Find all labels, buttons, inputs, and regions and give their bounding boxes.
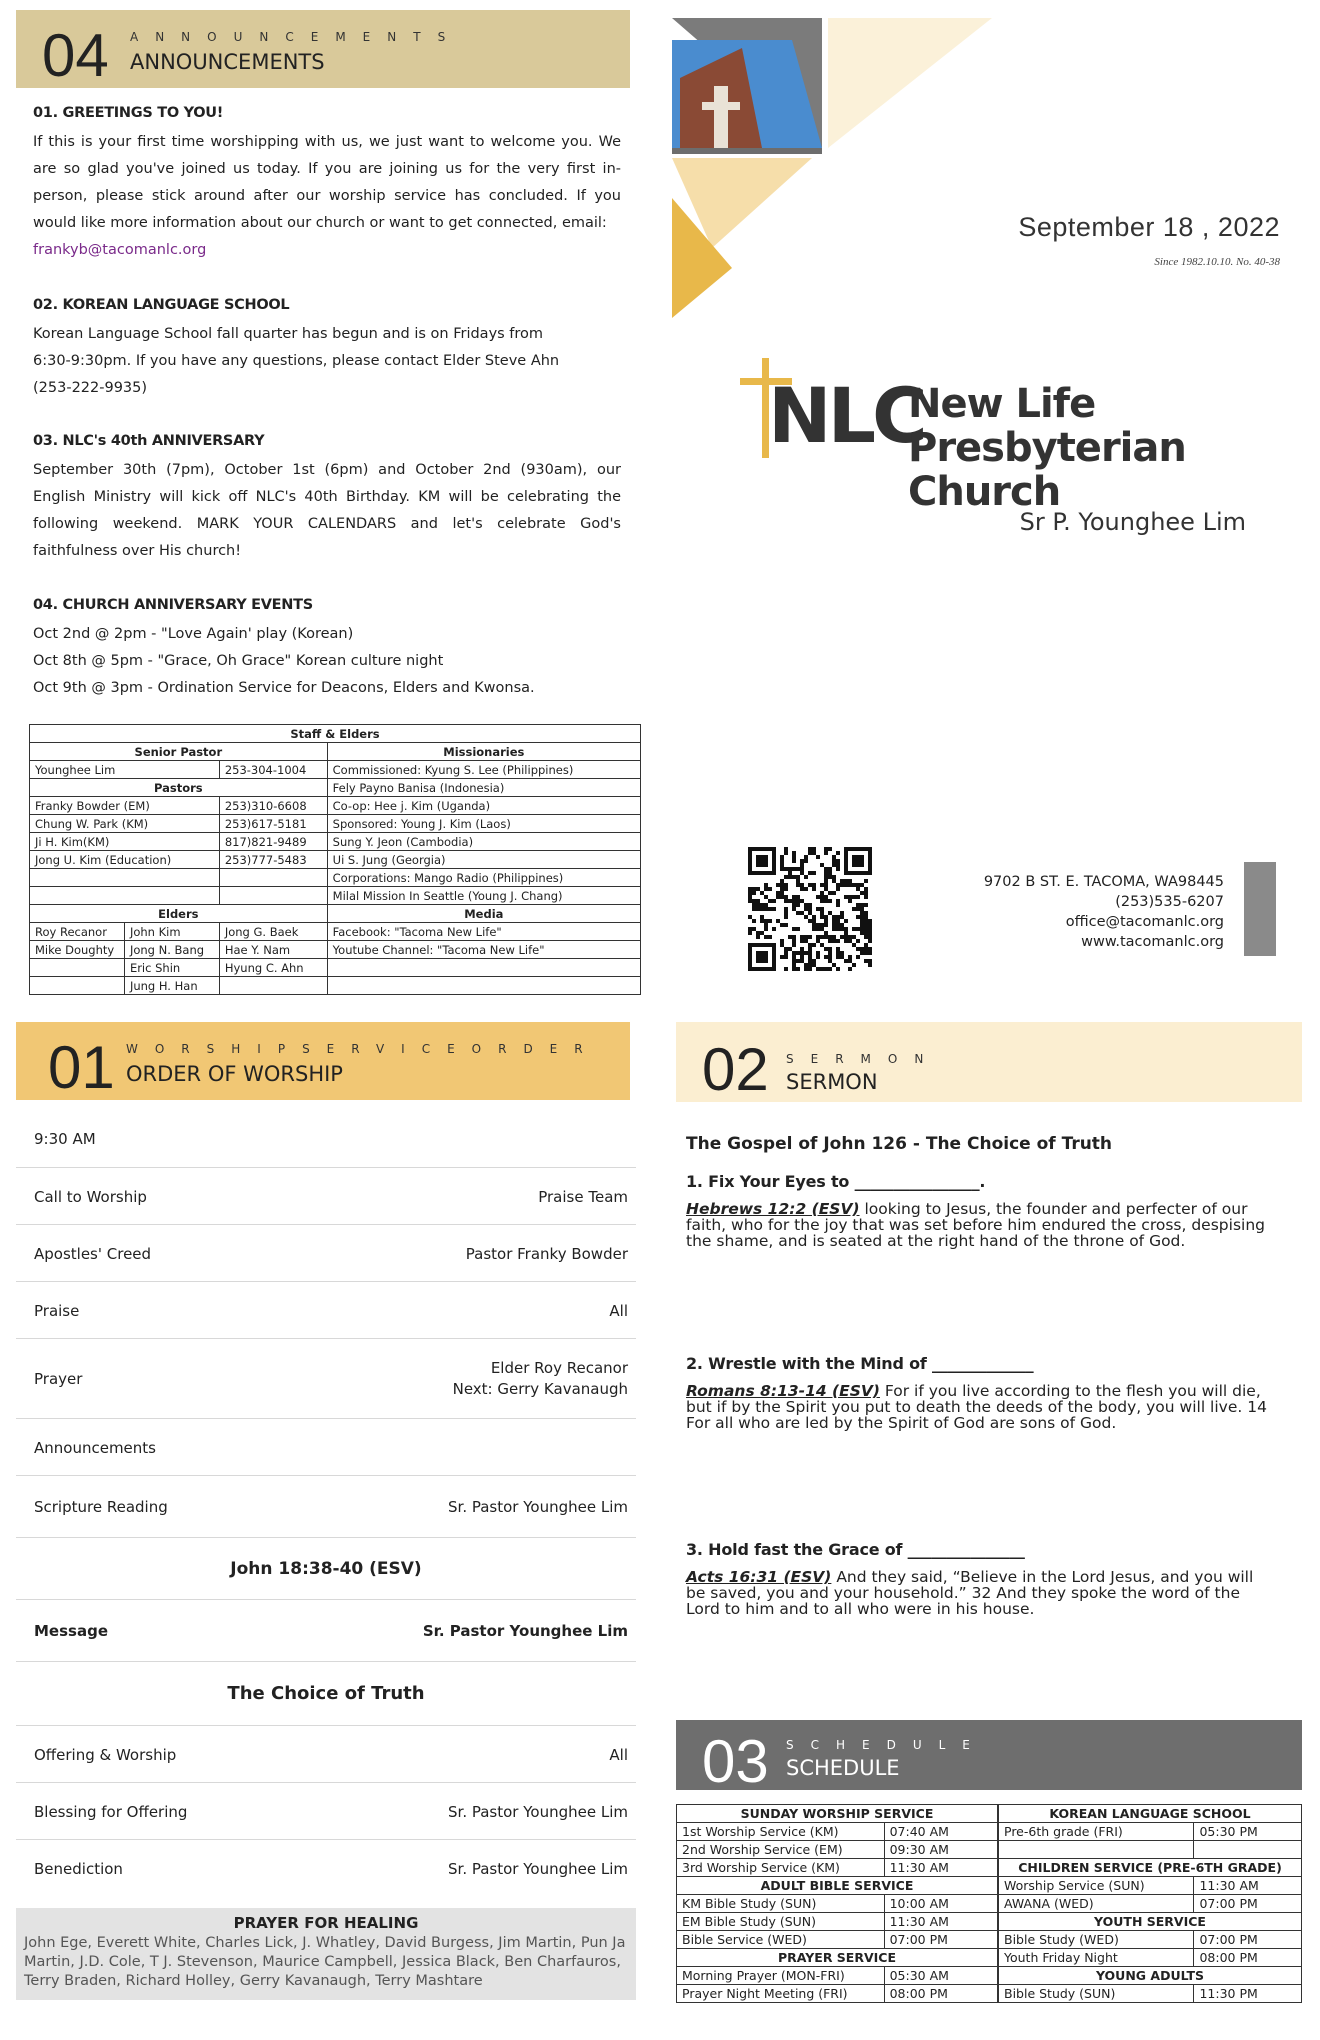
schedule-category-header: YOUTH SERVICE [999, 1913, 1302, 1931]
website-link[interactable]: www.tacomanlc.org [1081, 934, 1224, 950]
section-title: ANNOUNCEMENTS [130, 50, 325, 74]
worship-leader: Pastor Franky Bowder [465, 1245, 628, 1263]
schedule-event: AWANA (WED) [999, 1895, 1194, 1913]
sermon-point [686, 1172, 1276, 1249]
worship-row [16, 1168, 636, 1225]
worship-header [16, 1022, 630, 1100]
worship-item: Blessing for Offering [34, 1803, 188, 1821]
korean-school-line: Korean Language School fall quarter has begun and is on Fridays from [33, 326, 544, 342]
worship-row [16, 1339, 636, 1419]
schedule-event: Youth Friday Night [999, 1949, 1194, 1967]
elder: Eric Shin [124, 959, 219, 977]
contact-block [984, 872, 1224, 952]
schedule-time: 11:30 AM [884, 1913, 997, 1931]
schedule-category-header: ADULT BIBLE SERVICE [677, 1877, 998, 1895]
anniversary-body: September 30th (7pm), October 1st (6pm) and October 2nd (930am), our English Ministry will kick off NLC's 40th Birthday. KM will be celebrating the following weekend. MARK YOUR CALENDARS and let's celebrate God's faithfulness over His church! [33, 462, 621, 559]
verse-reference: Hebrews 12:2 (ESV) [686, 1200, 860, 1218]
schedule-category-header: SUNDAY WORSHIP SERVICE [677, 1805, 998, 1823]
sermon-title: The Gospel of John 126 - The Choice of Truth [686, 1134, 1113, 1154]
worship-item: Apostles' Creed [34, 1245, 152, 1263]
schedule-time: 11:30 PM [1194, 1985, 1302, 2003]
worship-item: Benediction [34, 1860, 123, 1878]
schedule-time: 07:00 PM [1194, 1895, 1302, 1913]
section-title: SERMON [786, 1070, 878, 1094]
worship-leader: All [609, 1746, 628, 1764]
sermon-point [686, 1540, 1276, 1617]
pastor-phone: 253)617-5181 [219, 815, 327, 833]
schedule-time: 08:00 PM [1194, 1949, 1302, 1967]
verse-text: looking to Jesus, the founder and perfecter of our faith, who for the joy that was set before him endured the cross, despising the shame, and is seated at the right hand of the throne of God. [686, 1200, 1265, 1250]
pastor-phone: 817)821-9489 [219, 833, 327, 851]
schedule-event: KM Bible Study (SUN) [677, 1895, 885, 1913]
media-item: Youtube Channel: "Tacoma New Life" [327, 941, 640, 959]
sermon-point [686, 1354, 1276, 1431]
section-number: 01 [48, 1034, 115, 1101]
scripture-passage: John 18:38-40 (ESV) [16, 1538, 636, 1600]
media-item: Facebook: "Tacoma New Life" [327, 923, 640, 941]
pastor-phone: 253)777-5483 [219, 851, 327, 869]
prayer-title: PRAYER FOR HEALING [233, 1914, 419, 1932]
church-name-line1: New Life [908, 381, 1096, 427]
prayer-names: John Ege, Everett White, Charles Lick, J. Whatley, David Burgess, Jim Martin, Pun Ja Martin, J.D. Cole, T J. Stevenson, Maurice Campbell, Jessica Black, Ben Charfauros, Terry Braden, Richard Holley, Gerry Kavanaugh, Terry Mashtare [24, 1935, 626, 1989]
greetings-heading: 01. GREETINGS TO YOU! [33, 105, 224, 121]
schedule-time: 11:30 AM [1194, 1877, 1302, 1895]
greetings-email-link[interactable]: frankyb@tacomanlc.org [33, 242, 207, 258]
schedule-event: Bible Service (WED) [677, 1931, 885, 1949]
missionary: Commissioned: Kyung S. Lee (Philippines) [327, 761, 640, 779]
schedule-time [1194, 1841, 1302, 1859]
event-item: Oct 8th @ 5pm - "Grace, Oh Grace" Korean culture night [33, 653, 444, 669]
message-row [16, 1600, 636, 1662]
section-title: ORDER OF WORSHIP [126, 1062, 343, 1086]
missionary: Sung Y. Jeon (Cambodia) [327, 833, 640, 851]
message-label: Message [34, 1622, 108, 1640]
schedule-time: 07:40 AM [884, 1823, 997, 1841]
pastors-header: Pastors [30, 779, 328, 797]
schedule-time: 11:30 AM [884, 1859, 997, 1877]
message-title: The Choice of Truth [16, 1662, 636, 1726]
schedule-time: 08:00 PM [884, 1985, 997, 2003]
verse-text: And they said, “Believe in the Lord Jesus, and you will be saved, you and your household.” 32 And they spoke the word of the Lord to him and to all who were in his house. [686, 1568, 1254, 1618]
verse-reference: Acts 16:31 (ESV) [686, 1568, 832, 1586]
section-number: 04 [42, 22, 109, 89]
worship-leader: Praise Team [538, 1188, 628, 1206]
event-item: Oct 9th @ 3pm - Ordination Service for Deacons, Elders and Kwonsa. [33, 680, 535, 696]
schedule-event: Prayer Night Meeting (FRI) [677, 1985, 885, 2003]
schedule-time: 10:00 AM [884, 1895, 997, 1913]
schedule-event: Bible Study (SUN) [999, 1985, 1194, 2003]
elder: Jung H. Han [124, 977, 219, 995]
worship-row [16, 1225, 636, 1282]
missionary: Sponsored: Young J. Kim (Laos) [327, 815, 640, 833]
staff-table [29, 724, 641, 995]
worship-row [16, 1282, 636, 1339]
schedule-event: 2nd Worship Service (EM) [677, 1841, 885, 1859]
senior-pastor-phone: 253-304-1004 [219, 761, 327, 779]
worship-time-row [16, 1108, 636, 1168]
worship-leader: Sr. Pastor Younghee Lim [448, 1860, 628, 1878]
elder: John Kim [124, 923, 219, 941]
gray-bar [1244, 862, 1276, 956]
schedule-event: Pre-6th grade (FRI) [999, 1823, 1194, 1841]
pastor-name: Franky Bowder (EM) [30, 797, 220, 815]
worship-item: Offering & Worship [34, 1746, 177, 1764]
schedule-time: 07:00 PM [884, 1931, 997, 1949]
qr-code-icon[interactable] [748, 847, 872, 971]
worship-leader: Sr. Pastor Younghee Lim [448, 1803, 628, 1821]
schedule-category-header: YOUNG ADULTS [999, 1967, 1302, 1985]
schedule-event: Morning Prayer (MON-FRI) [677, 1967, 885, 1985]
schedule-time: 05:30 AM [884, 1967, 997, 1985]
worship-row [16, 1476, 636, 1538]
point-heading: 2. Wrestle with the Mind of _____________ [686, 1354, 1034, 1373]
prayer-box [16, 1908, 636, 2000]
schedule-category-header: CHILDREN SERVICE (PRE-6TH GRADE) [999, 1859, 1302, 1877]
schedule-time: 09:30 AM [884, 1841, 997, 1859]
point-heading: 3. Hold fast the Grace of _______________ [686, 1540, 1025, 1559]
schedule-header [676, 1720, 1302, 1795]
missionary: Corporations: Mango Radio (Philippines) [327, 869, 640, 887]
section-number: 02 [702, 1036, 769, 1103]
schedule-event: 3rd Worship Service (KM) [677, 1859, 885, 1877]
worship-row [16, 1726, 636, 1783]
section-title: SCHEDULE [786, 1756, 900, 1780]
missionary: Ui S. Jung (Georgia) [327, 851, 640, 869]
senior-pastor-name: Younghee Lim [30, 761, 220, 779]
anniversary-block [33, 428, 621, 565]
events-heading: 04. CHURCH ANNIVERSARY EVENTS [33, 597, 313, 613]
greetings-block [33, 100, 621, 264]
pastor-signature: Sr P. Younghee Lim [1019, 508, 1246, 536]
elder: Mike Doughty [30, 941, 125, 959]
worship-leader: Elder Roy Recanor [490, 1359, 628, 1377]
schedule-time: 07:00 PM [1194, 1931, 1302, 1949]
schedule-event [999, 1841, 1194, 1859]
pastor-name: Jong U. Kim (Education) [30, 851, 220, 869]
contact-email-link[interactable]: office@tacomanlc.org [1065, 914, 1224, 930]
elders-header: Elders [30, 905, 328, 923]
worship-item: Announcements [34, 1439, 156, 1457]
worship-item: Prayer [34, 1370, 83, 1388]
korean-school-line: (253-222-9935) [33, 380, 148, 396]
missionary: Co-op: Hee j. Kim (Uganda) [327, 797, 640, 815]
media-header: Media [327, 905, 640, 923]
cover-graphic [672, 18, 992, 318]
korean-school-heading: 02. KOREAN LANGUAGE SCHOOL [33, 297, 290, 313]
anniversary-heading: 03. NLC's 40th ANNIVERSARY [33, 433, 265, 449]
missionaries-header: Missionaries [327, 743, 640, 761]
worship-leader: Sr. Pastor Younghee Lim [448, 1498, 628, 1516]
worship-item: Call to Worship [34, 1188, 147, 1206]
announcements-header [16, 10, 630, 88]
missionary: Milal Mission In Seattle (Young J. Chang) [327, 887, 640, 905]
verse-reference: Romans 8:13-14 (ESV) [686, 1382, 880, 1400]
section-spaced-title: SERMON [786, 1052, 941, 1066]
elder: Hyung C. Ahn [219, 959, 327, 977]
greetings-body: If this is your first time worshipping with us, we just want to welcome you. We are so glad you've joined us today. If you are joining us for the very first in-person, please stick around after our worship service has concluded. If you would like more information about our church or want to get connected, email: [33, 134, 621, 231]
schedule-time: 05:30 PM [1194, 1823, 1302, 1841]
address: 9702 B ST. E. TACOMA, WA98445 [983, 874, 1224, 890]
church-name-line2: Presbyterian Church [908, 425, 1186, 515]
elder: Jong G. Baek [219, 923, 327, 941]
pastor-phone: 253)310-6608 [219, 797, 327, 815]
schedule-category-header: KOREAN LANGUAGE SCHOOL [999, 1805, 1302, 1823]
pastor-name: Ji H. Kim(KM) [30, 833, 220, 851]
elder: Jong N. Bang [124, 941, 219, 959]
staff-title: Staff & Elders [30, 725, 641, 743]
verse-text: For if you live according to the flesh you will die, but if by the Spirit you put to death the deeds of the body, you will live. 14 For all who are led by the Spirit of God are sons of God. [686, 1382, 1267, 1432]
section-spaced-title: ANNOUNCEMENTS [130, 30, 463, 44]
elder: Hae Y. Nam [219, 941, 327, 959]
events-block [33, 592, 621, 702]
logo-letters: NLC [768, 371, 924, 460]
worship-row [16, 1783, 636, 1840]
elder: Roy Recanor [30, 923, 125, 941]
since-line: Since 1982.10.10. No. 40-38 [1154, 256, 1280, 268]
message-speaker: Sr. Pastor Younghee Lim [422, 1622, 628, 1640]
event-item: Oct 2nd @ 2pm - "Love Again' play (Korean) [33, 626, 354, 642]
worship-time: 9:30 AM [34, 1130, 96, 1148]
missionary: Fely Payno Banisa (Indonesia) [327, 779, 640, 797]
korean-school-line: 6:30-9:30pm. If you have any questions, please contact Elder Steve Ahn [33, 353, 560, 369]
section-number: 03 [702, 1728, 769, 1795]
church-logo [738, 358, 1258, 515]
schedule-table-left [676, 1804, 998, 2003]
worship-leader-next: Next: Gerry Kavanaugh [452, 1380, 628, 1398]
schedule-category-header: PRAYER SERVICE [677, 1949, 998, 1967]
korean-school-block [33, 292, 621, 402]
section-spaced-title: SCHEDULE [786, 1738, 987, 1752]
worship-row [16, 1419, 636, 1476]
schedule-event: Worship Service (SUN) [999, 1877, 1194, 1895]
worship-item: Scripture Reading [34, 1498, 168, 1516]
phone: (253)535-6207 [1115, 894, 1224, 910]
worship-item: Praise [34, 1302, 80, 1320]
point-heading: 1. Fix Your Eyes to ________________. [686, 1172, 986, 1191]
schedule-event: EM Bible Study (SUN) [677, 1913, 885, 1931]
senior-pastor-header: Senior Pastor [30, 743, 328, 761]
schedule-table-right [998, 1804, 1302, 2003]
sermon-header [676, 1022, 1302, 1102]
worship-row [16, 1840, 636, 1900]
schedule-event: 1st Worship Service (KM) [677, 1823, 885, 1841]
section-spaced-title: WORSHIPSERVICEORDER [126, 1042, 600, 1056]
pastor-name: Chung W. Park (KM) [30, 815, 220, 833]
bulletin-date: September 18 , 2022 [1018, 212, 1280, 242]
schedule-event: Bible Study (WED) [999, 1931, 1194, 1949]
worship-leader: All [609, 1302, 628, 1320]
